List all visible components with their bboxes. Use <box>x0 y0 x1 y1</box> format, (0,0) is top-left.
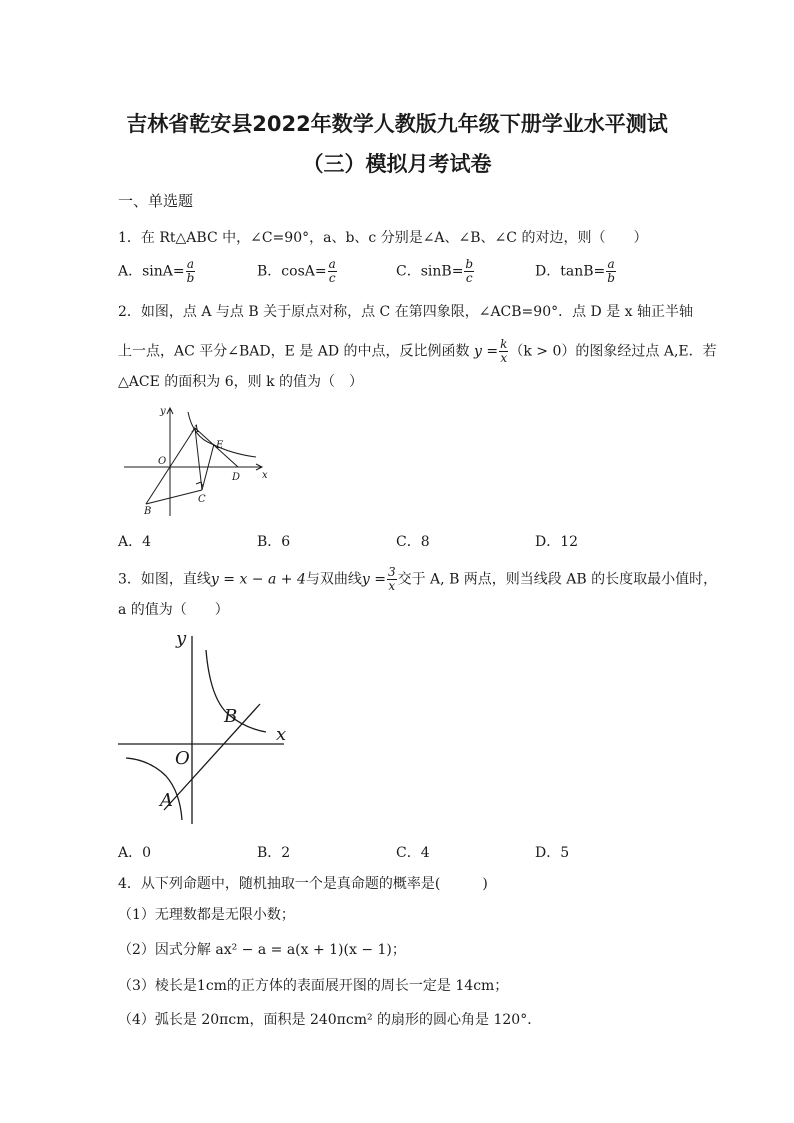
label-x: x <box>276 724 287 745</box>
label-a: A <box>192 424 200 435</box>
question-3-figure <box>116 628 296 828</box>
question-4-item-1: （1）无理数都是无限小数； <box>118 907 295 923</box>
label-b: B <box>224 706 238 727</box>
label-d: D <box>232 472 241 483</box>
document-title-line2: （三）模拟月考试卷 <box>302 152 492 176</box>
question-2-figure <box>120 402 270 520</box>
segment-bc <box>146 490 202 504</box>
label-y: y <box>176 628 187 649</box>
question-3-option-c: C．4 <box>396 845 430 861</box>
question-3-option-b: B．2 <box>257 845 291 861</box>
question-2-option-a: A．4 <box>118 534 152 550</box>
question-1-option-b: B．cosA= $\frac{a}{c}$ <box>257 257 336 285</box>
label-b: B <box>144 506 152 517</box>
label-o: O <box>175 748 190 769</box>
question-1-option-c: C．sinB= $\frac{b}{c}$ <box>396 257 474 285</box>
question-2-option-b: B．6 <box>257 534 291 550</box>
question-2-option-d: D．12 <box>535 534 579 550</box>
question-4-item-3: （3）棱长是1cm的正方体的表面展开图的周长一定是 14cm； <box>118 978 509 994</box>
label-y: y <box>160 406 166 417</box>
question-1-option-d: D．tanB= $\frac{a}{b}$ <box>535 257 615 285</box>
label-c: C <box>198 494 206 505</box>
question-4-stem: 4．从下列命题中，随机抽取一个是真命题的概率是( ) <box>118 876 488 892</box>
question-2-option-c: C．8 <box>396 534 430 550</box>
question-2-line3: △ACE 的面积为 6，则 k 的值为（ ） <box>118 374 363 390</box>
question-1-option-a: A．sinA= $\frac{a}{b}$ <box>118 257 195 285</box>
question-3-line2: a 的值为（ ） <box>118 602 229 618</box>
question-1-stem: 1．在 Rt△ABC 中，∠C=90°，a、b、c 分别是∠A、∠B、∠C 的对边，则（ ） <box>118 230 648 246</box>
document-title-line1: 吉林省乾安县2022年数学人教版九年级下册学业水平测试 <box>126 112 668 136</box>
question-3-line1: 3．如图，直线y = x − a + 4与双曲线y = $\frac{3}{x}$ 交于 A, B 两点，则当线段 AB 的长度取最小值时， <box>118 565 718 593</box>
question-2-line2: 上一点，AC 平分∠BAD，E 是 AD 的中点，反比例函数 y = $\frac{k}{x}$ （k > 0）的图象经过点 A,E．若 <box>118 337 717 365</box>
section-heading: 一、单选题 <box>118 192 194 210</box>
label-o: O <box>158 456 167 467</box>
question-4-item-4: （4）弧长是 20πcm，面积是 240πcm² 的扇形的圆心角是 120°． <box>118 1012 542 1028</box>
label-e: E <box>216 440 224 451</box>
question-2-line1: 2．如图，点 A 与点 B 关于原点对称，点 C 在第四象限，∠ACB=90°．点 D 是 x 轴正半轴 <box>118 304 694 320</box>
hyperbola-branch-2 <box>126 758 182 820</box>
label-a: A <box>160 790 173 811</box>
question-4-item-2: （2）因式分解 ax² − a = a(x + 1)(x − 1)； <box>118 942 406 958</box>
question-3-option-a: A．0 <box>118 845 152 861</box>
question-3-option-d: D．5 <box>535 845 570 861</box>
label-x: x <box>262 470 268 481</box>
